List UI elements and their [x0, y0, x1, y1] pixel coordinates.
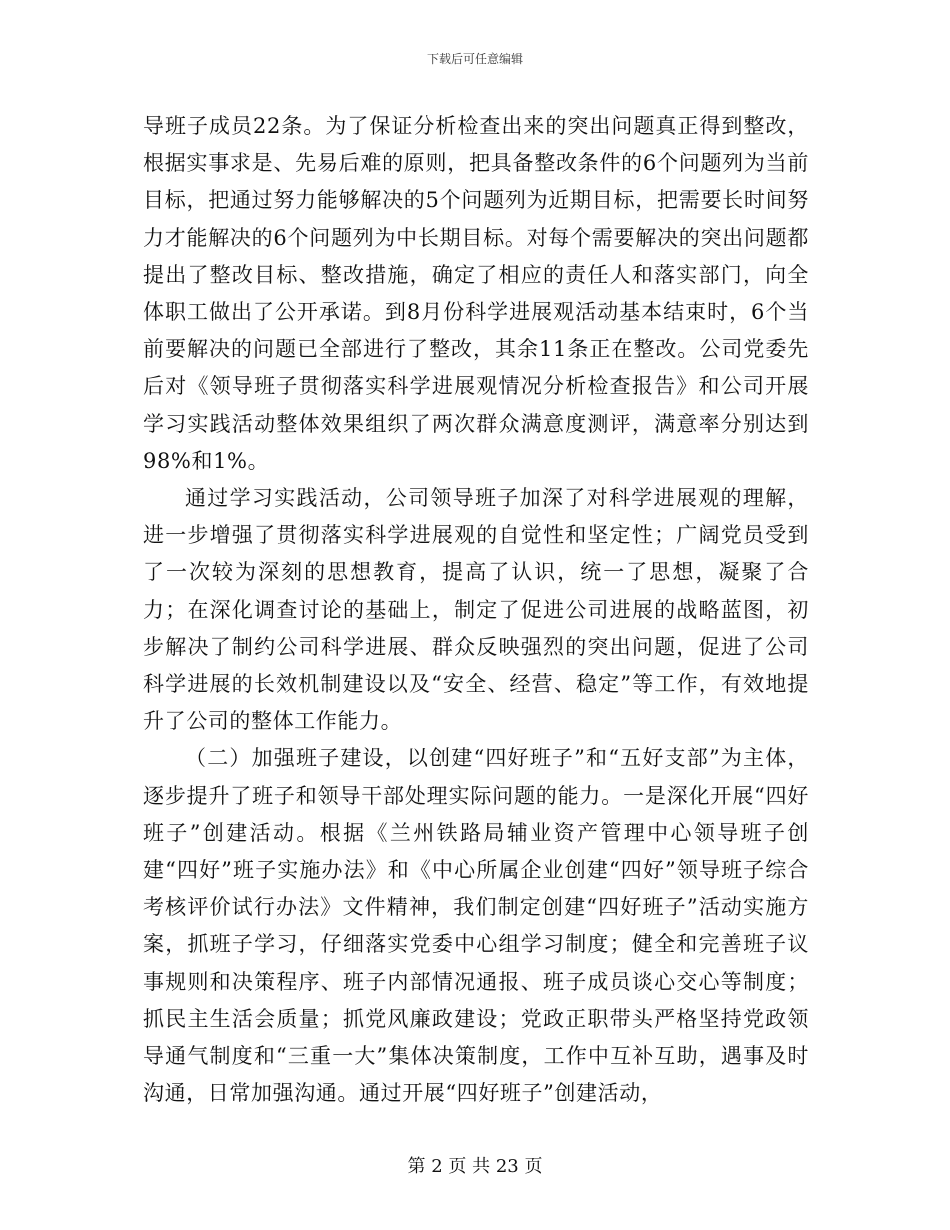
- paragraph-results: 通过学习实践活动，公司领导班子加深了对科学进展观的理解，进一步增强了贯彻落实科学进展观的自觉性和坚定性；广阔党员受到了一次较为深刻的思想教育，提高了认识，统一了思想，凝聚了合力；在深化调查讨论的基础上，制定了促进公司进展的战略蓝图，初步解决了制约公司科学进展、群众反映强烈的突出问题，促进了公司科学进展的长效机制建设以及“安全、经营、稳定”等工作，有效地提升了公司的整体工作能力。: [143, 486, 809, 734]
- header-note: 下载后可任意编辑: [426, 52, 523, 66]
- page-number-footer: 第 2 页 共 23 页: [407, 1156, 543, 1177]
- document-body: [143, 108, 809, 1112]
- paragraph-continuation: 导班子成员22条。为了保证分析检查出来的突出问题真正得到整改，根据实事求是、先易后难的原则，把具备整改条件的6个问题列为当前目标，把通过努力能够解决的5个问题列为近期目标，把需要长时间努力才能解决的6个问题列为中长期目标。对每个需要解决的突出问题都提出了整改目标、整改措施，确定了相应的责任人和落实部门，向全体职工做出了公开承诺。到8月份科学进展观活动基本结束时，6个当前要解决的问题已全部进行了整改，其余11条正在整改。公司党委先后对《领导班子贯彻落实科学进展观情况分析检查报告》和公司开展学习实践活动整体效果组织了两次群众满意度测评，满意率分别达到98%和1%。: [143, 114, 809, 473]
- paragraph-section-two: （二）加强班子建设，以创建“四好班子”和“五好支部”为主体，逐步提升了班子和领导干部处理实际问题的能力。一是深化开展“四好班子”创建活动。根据《兰州铁路局辅业资产管理中心领导班子创建“四好”班子实施办法》和《中心所属企业创建“四好”领导班子综合考核评价试行办法》文件精神，我们制定创建“四好班子”活动实施方案，抓班子学习，仔细落实党委中心组学习制度；健全和完善班子议事规则和决策程序、班子内部情况通报、班子成员谈心交心等制度；抓民主生活会质量；抓党风廉政建设；党政正职带头严格坚持党政领导通气制度和“三重一大”集体决策制度，工作中互补互助，遇事及时沟通，日常加强沟通。通过开展“四好班子”创建活动，: [143, 746, 809, 1106]
